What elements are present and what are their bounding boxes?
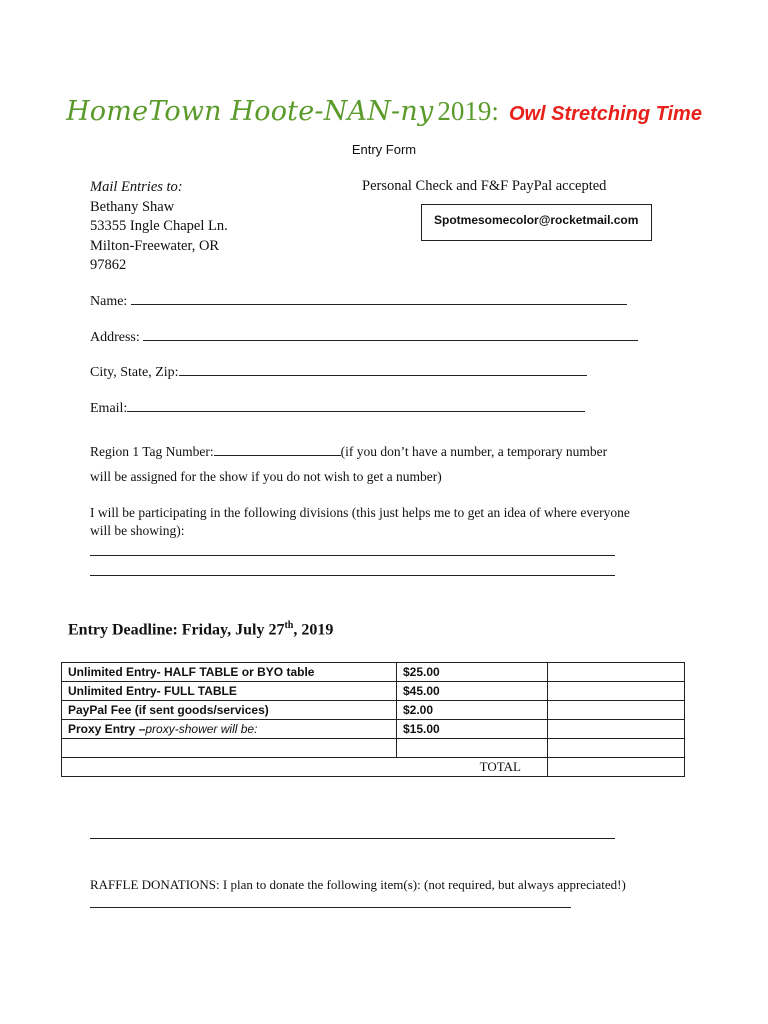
fee-item: Unlimited Entry- HALF TABLE or BYO table <box>62 663 397 682</box>
mail-street: 53355 Ingle Chapel Ln. <box>90 218 228 234</box>
fee-amount-cell[interactable] <box>548 739 685 758</box>
address-field-row <box>90 327 638 346</box>
fee-item[interactable] <box>62 739 397 758</box>
divisions-intro <box>90 504 630 540</box>
city-state-zip-label: City, State, Zip: <box>90 365 179 380</box>
fee-price[interactable] <box>397 739 548 758</box>
blank-line[interactable] <box>90 838 615 839</box>
table-row <box>62 663 685 682</box>
fee-price: $2.00 <box>397 701 548 720</box>
table-row-total <box>62 758 685 777</box>
divisions-line-1[interactable] <box>90 555 615 556</box>
total-amount-cell[interactable] <box>548 758 685 777</box>
table-row <box>62 682 685 701</box>
fee-price: $25.00 <box>397 663 548 682</box>
tag-note-a: (if you don’t have a number, a temporary number <box>340 444 608 459</box>
mail-recipient: Bethany Shaw <box>90 198 175 215</box>
name-field[interactable] <box>131 291 627 305</box>
fee-price: $15.00 <box>397 720 548 739</box>
deadline-suffix: , 2019 <box>293 621 334 639</box>
tag-number-row <box>90 444 607 460</box>
raffle-donations: RAFFLE DONATIONS: I plan to donate the following item(s): (not required, but always appreciated!) <box>90 877 626 892</box>
document-title <box>0 98 768 125</box>
fee-item: Unlimited Entry- FULL TABLE <box>62 682 397 701</box>
title-year: 2019: <box>437 96 499 126</box>
divisions-line-a: I will be participating in the following divisions (this just helps me to get an idea of where everyone <box>90 505 630 520</box>
divisions-line-b: will be showing): <box>90 523 185 538</box>
paypal-email: Spotmesomecolor@rocketmail.com <box>434 213 639 227</box>
tag-note-b: will be assigned for the show if you do not wish to get a number) <box>90 469 442 484</box>
fee-amount-cell[interactable] <box>548 720 685 739</box>
mail-zip: 97862 <box>90 257 127 273</box>
total-label: TOTAL <box>62 758 548 777</box>
deadline-sup: th <box>284 620 294 631</box>
fee-item-proxy[interactable] <box>62 720 397 739</box>
divisions-line-2[interactable] <box>90 575 615 576</box>
city-field-row <box>90 362 587 381</box>
email-label: Email: <box>90 401 128 416</box>
deadline-prefix: Entry Deadline: Friday, July 27 <box>68 621 285 639</box>
mail-city: Milton-Freewater, OR <box>90 237 220 254</box>
payment-note: Personal Check and F&F PayPal accepted <box>362 178 607 194</box>
address-field[interactable] <box>143 327 638 341</box>
email-field[interactable] <box>127 398 585 412</box>
fees-table <box>61 662 685 777</box>
fee-item: Proxy Entry – <box>68 722 146 736</box>
raffle-line[interactable] <box>90 907 571 908</box>
mail-address-block <box>90 178 228 276</box>
title-theme: Owl Stretching Time <box>508 103 702 125</box>
fee-amount-cell[interactable] <box>548 682 685 701</box>
table-row <box>62 701 685 720</box>
name-field-row <box>90 291 627 310</box>
fee-price: $45.00 <box>397 682 548 701</box>
city-state-zip-field[interactable] <box>179 362 587 376</box>
tag-number-field[interactable] <box>214 444 341 456</box>
mail-label: Mail Entries to: <box>90 179 183 195</box>
email-field-row <box>90 398 585 417</box>
title-main: HomeTown Hoote-NAN-ny <box>66 96 434 127</box>
table-row <box>62 739 685 758</box>
table-row <box>62 720 685 739</box>
form-subtitle: Entry Form <box>351 142 417 157</box>
tag-number-label: Region 1 Tag Number: <box>90 444 214 459</box>
fee-item: PayPal Fee (if sent goods/services) <box>62 701 397 720</box>
proxy-note: proxy-shower will be: <box>145 722 258 736</box>
name-label: Name: <box>90 294 128 309</box>
fee-amount-cell[interactable] <box>548 701 685 720</box>
entry-deadline <box>68 620 333 639</box>
fee-amount-cell[interactable] <box>548 663 685 682</box>
address-label: Address: <box>90 330 140 345</box>
paypal-email-box <box>421 204 652 241</box>
